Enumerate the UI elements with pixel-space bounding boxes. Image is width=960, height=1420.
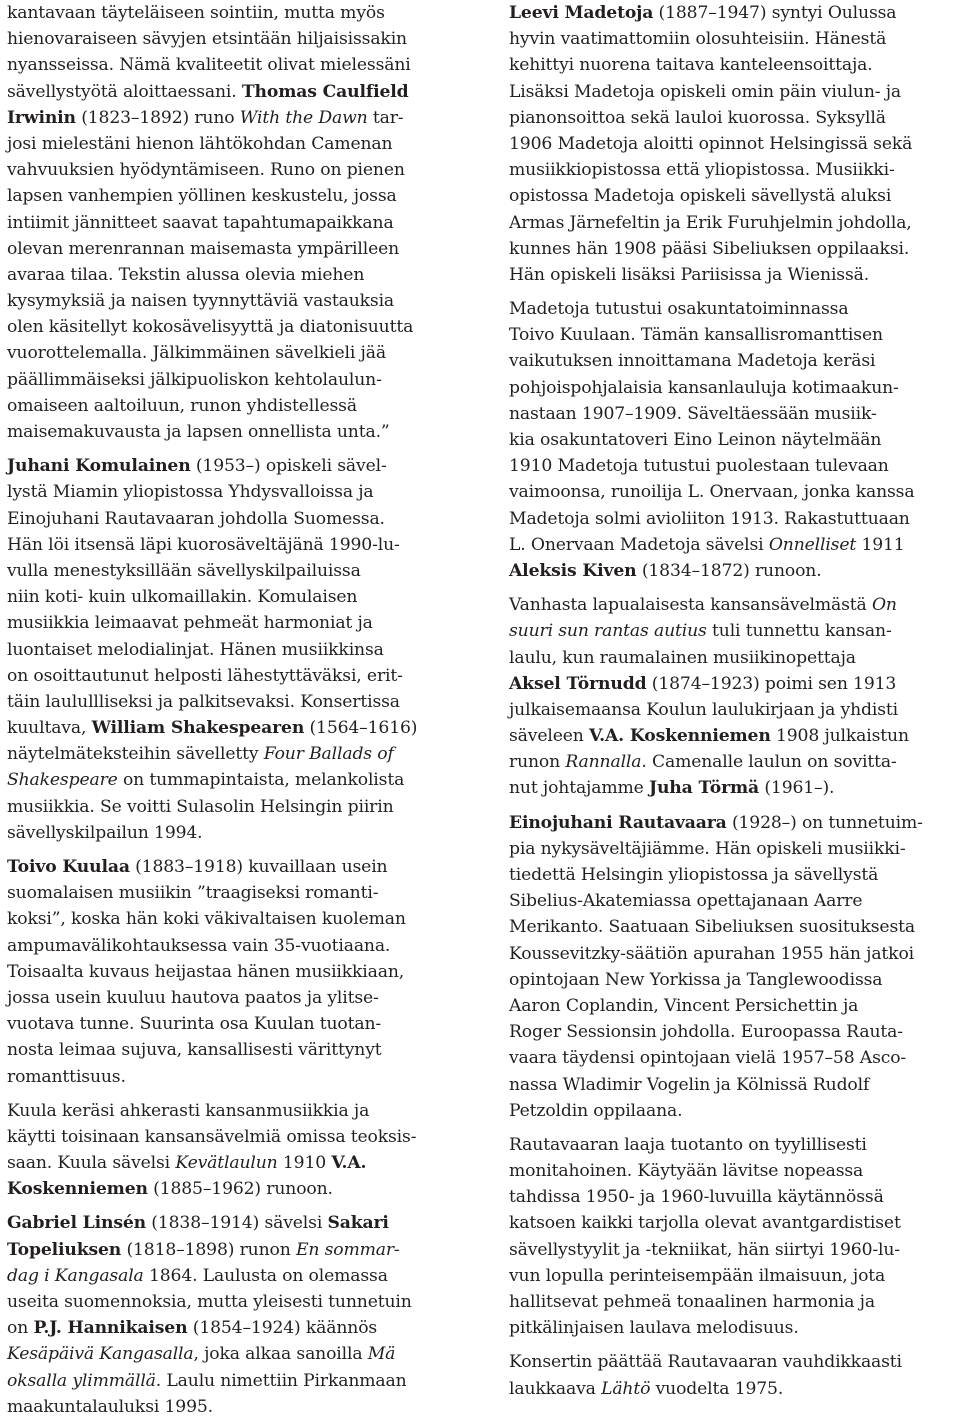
bold-name: Aksel Törnudd	[509, 673, 647, 694]
text-segment: L. Onervaan Madetoja sävelsi	[509, 534, 769, 555]
text-segment: kehittyi nuorena taitava kanteleensoittaja.	[509, 55, 873, 76]
text-line	[7, 479, 450, 505]
text-line	[7, 637, 450, 663]
text-segment: jossa usein kuuluu hautova paatos ja ylitse-	[7, 987, 379, 1008]
text-line	[7, 854, 450, 880]
text-line	[509, 1098, 952, 1124]
paragraph	[7, 1098, 450, 1203]
text-line	[509, 862, 952, 888]
text-segment: vaimoonsa, runoilija L. Onervaan, jonka kanssa	[509, 482, 915, 503]
italic-title: Lähtö	[601, 1378, 651, 1399]
text-line	[7, 532, 450, 558]
text-segment: Koussevitzky-säätiön apurahan 1955 hän jatkoi	[509, 943, 914, 964]
bold-name: Sakari	[327, 1213, 389, 1234]
text-line	[7, 340, 450, 366]
bold-name: Topeliuksen	[7, 1239, 122, 1260]
text-segment: useita suomennoksia, mutta yleisesti tunnetuin	[7, 1292, 412, 1312]
text-segment: vahvuuksien hyödyntämiseen. Runo on pienen	[7, 160, 405, 181]
paragraph	[509, 592, 952, 802]
text-segment: avaraa tilaa. Tekstin alussa olevia miehen	[7, 264, 365, 285]
text-line	[7, 610, 450, 636]
text-segment: kunnes hän 1908 pääsi Sibeliuksen oppilaaksi.	[509, 238, 910, 259]
text-line	[509, 401, 952, 427]
text-line	[7, 584, 450, 610]
text-segment: runon	[509, 752, 566, 773]
text-line	[7, 131, 450, 157]
text-line	[7, 105, 450, 131]
text-line	[509, 1349, 952, 1375]
text-segment: (1953–) opiskeli sävel-	[190, 456, 387, 477]
text-segment: kantavaan täyteläiseen sointiin, mutta myös	[7, 3, 385, 23]
italic-title: On	[871, 595, 897, 616]
text-segment: (1887–1947) syntyi Oulussa	[653, 3, 897, 23]
text-segment: , joka alkaa sanoilla	[193, 1344, 368, 1365]
text-line	[7, 689, 450, 715]
text-segment: (1838–1914) sävelsi	[145, 1213, 328, 1234]
bold-name: Einojuhani Rautavaara	[509, 812, 727, 833]
italic-title: Kesäpäivä Kangasalla	[7, 1344, 194, 1365]
text-line	[509, 697, 952, 723]
italic-title: suuri sun rantas autius	[509, 621, 707, 642]
text-line	[7, 236, 450, 262]
text-line	[509, 914, 952, 940]
text-segment: Roger Sessionsin johdolla. Euroopassa Rauta-	[509, 1022, 903, 1043]
text-segment: lystä Miamin yliopistossa Yhdysvalloissa ja	[7, 482, 374, 503]
text-line	[7, 1150, 450, 1176]
text-segment: . Laulu nimettiin Pirkanmaan	[155, 1370, 407, 1391]
paragraph	[509, 1349, 952, 1401]
paragraph	[509, 810, 952, 1124]
text-line	[509, 1263, 952, 1289]
text-segment: nyansseissa. Nämä kvaliteetit olivat mielessäni	[7, 55, 411, 76]
text-segment: Hän löi itsensä läpi kuorosäveltäjänä 1990-lu-	[7, 534, 400, 555]
text-segment: pia nykysäveltäjiämme. Hän opiskeli musiikki-	[509, 838, 906, 859]
text-segment: Armas Järnefeltin ja Erik Furuhjelmin johdolla,	[509, 212, 912, 233]
text-line	[509, 375, 952, 401]
text-line	[7, 419, 450, 445]
text-line	[7, 262, 450, 288]
text-segment: 1911	[856, 534, 905, 555]
text-segment: intiimit jännitteet saavat tapahtumapaikkana	[7, 212, 394, 233]
bold-name: Irwinin	[7, 107, 76, 128]
text-segment: opistossa Madetoja opiskeli sävellystä aluksi	[509, 186, 892, 207]
text-line	[509, 453, 952, 479]
text-line	[509, 52, 952, 78]
text-segment: saan. Kuula sävelsi	[7, 1153, 176, 1174]
text-line	[7, 880, 450, 906]
text-segment: nassa Wladimir Vogelin ja Kölnissä Rudolf	[509, 1074, 870, 1095]
text-line	[509, 723, 952, 749]
text-segment: (1818–1898) runon	[121, 1239, 296, 1260]
text-line	[7, 558, 450, 584]
text-line	[509, 1072, 952, 1098]
bold-name: Koskenniemen	[7, 1179, 148, 1200]
italic-title: With the Dawn	[239, 107, 368, 128]
text-line	[7, 1315, 450, 1341]
text-segment: lapsen vanhempien yöllinen keskustelu, jossa	[7, 186, 397, 207]
text-line	[7, 1176, 450, 1202]
text-line	[7, 367, 450, 393]
text-line	[509, 532, 952, 558]
text-segment: näytelmäteksteihin sävelletty	[7, 744, 264, 765]
text-line	[509, 506, 952, 532]
text-line	[509, 427, 952, 453]
text-segment: (1854–1924) käännös	[187, 1318, 378, 1339]
text-segment: Einojuhani Rautavaaran johdolla Suomessa.	[7, 508, 385, 529]
text-segment: Konsertin päättää Rautavaaran vauhdikkaasti	[509, 1352, 902, 1373]
text-line	[7, 52, 450, 78]
text-line	[509, 993, 952, 1019]
italic-title: En sommar-	[295, 1239, 400, 1260]
text-segment: (1883–1918) kuvaillaan usein	[129, 857, 388, 877]
text-line	[509, 296, 952, 322]
text-segment: on	[7, 1318, 34, 1339]
text-segment: 1910 Madetoja tutustui puolestaan tulevaan	[509, 456, 889, 477]
text-segment: hienovaraiseen sävyjen etsintään hiljaisissakin	[7, 29, 407, 50]
text-segment: käytti toisinaan kansansävelmiä omissa teoksis-	[7, 1126, 417, 1147]
text-segment: vuorottelemalla. Jälkimmäinen sävelkieli jää	[7, 343, 386, 364]
text-line	[7, 820, 450, 846]
text-segment: koksi”, koska hän koki väkivaltaisen kuoleman	[7, 909, 406, 930]
text-line	[509, 775, 952, 801]
text-segment: Rautavaaran laaja tuotanto on tyylillisesti	[509, 1134, 867, 1155]
text-line	[509, 671, 952, 697]
text-segment: täin laulullliseksi ja palkitsevaksi. Konsertissa	[7, 691, 400, 712]
text-segment: nut johtajamme	[509, 778, 649, 799]
text-line	[509, 1237, 952, 1263]
text-segment: romanttisuus.	[7, 1066, 126, 1087]
text-segment: sävellystyötä aloittaessani.	[7, 81, 242, 102]
text-line	[7, 210, 450, 236]
paragraph	[7, 854, 450, 1090]
text-segment: hallitsevat pehmeä tonaalinen harmonia ja	[509, 1292, 875, 1312]
text-segment: Madetoja solmi avioliiton 1913. Rakastuttuaan	[509, 508, 910, 529]
italic-title: dag i Kangasala	[7, 1265, 144, 1286]
text-segment: vaara täydensi opintojaan vielä 1957–58 Asco-	[509, 1048, 907, 1069]
text-segment: maakuntalauluksi 1995.	[7, 1396, 213, 1417]
text-segment: vulla menestyksillään sävellyskilpailuissa	[7, 560, 361, 581]
text-line	[509, 262, 952, 288]
paragraph	[509, 0, 952, 288]
text-line	[509, 1289, 952, 1315]
text-segment: sävellystyylit ja -tekniikat, hän siirtyi 1960-lu-	[509, 1239, 900, 1260]
text-segment: maisemakuvausta ja lapsen onnellista unta.”	[7, 422, 390, 442]
text-line	[509, 348, 952, 374]
text-line	[509, 645, 952, 671]
text-line	[509, 236, 952, 262]
bold-name: Leevi Madetoja	[509, 3, 654, 23]
text-line	[7, 1064, 450, 1090]
text-line	[7, 741, 450, 767]
text-segment: (1834–1872) runoon.	[636, 560, 822, 581]
italic-title: Kevätlaulun	[175, 1153, 278, 1174]
italic-title: Shakespeare	[7, 770, 118, 791]
bold-name: Gabriel Linsén	[7, 1213, 146, 1234]
paragraph	[7, 1210, 450, 1420]
text-line	[7, 288, 450, 314]
italic-title: oksalla ylimmällä	[7, 1370, 156, 1391]
text-line	[7, 1011, 450, 1037]
text-line	[509, 592, 952, 618]
text-line	[7, 79, 450, 105]
text-segment: (1961–).	[759, 778, 835, 799]
text-segment: laulu, kun raumalainen musiikinopettaja	[509, 647, 856, 668]
text-segment: nastaan 1907–1909. Säveltäessään musiik-	[509, 403, 877, 424]
text-segment: (1874–1923) poimi sen 1913	[646, 673, 897, 694]
text-segment: (1823–1892) runo	[75, 107, 240, 128]
text-segment: olevan merenrannan maisemasta ympärilleen	[7, 238, 400, 259]
left-column	[7, 0, 450, 1419]
text-segment: Toisaalta kuvaus heijastaa hänen musiikkiaan,	[7, 961, 405, 982]
text-line	[7, 453, 450, 479]
text-line	[7, 1124, 450, 1150]
text-segment: suomalaisen musiikin ”traagiseksi romanti-	[7, 883, 379, 904]
text-line	[7, 985, 450, 1011]
text-line	[509, 1210, 952, 1236]
text-line	[7, 157, 450, 183]
text-segment: Vanhasta lapualaisesta kansansävelmästä	[509, 595, 872, 616]
text-line	[509, 967, 952, 993]
text-segment: vun lopulla perinteisempään ilmaisuun, jota	[509, 1265, 886, 1286]
text-segment: musiikkiopistossa että yliopistossa. Musiikki-	[509, 160, 895, 181]
italic-title: Onnelliset	[768, 534, 857, 555]
text-segment: Madetoja tutustui osakuntatoiminnassa	[509, 299, 849, 320]
text-line	[7, 393, 450, 419]
text-segment: tiedettä Helsingin yliopistossa ja sävellystä	[509, 865, 879, 885]
italic-title: Rannalla	[565, 752, 642, 773]
text-segment: Aaron Coplandin, Vincent Persichettin ja	[509, 995, 859, 1016]
text-line	[509, 1132, 952, 1158]
text-line	[509, 183, 952, 209]
text-segment: Kuula keräsi ahkerasti kansanmusiikkia ja	[7, 1100, 370, 1121]
text-line	[7, 314, 450, 340]
text-segment: Hän opiskeli lisäksi Pariisissa ja Wienissä.	[509, 264, 870, 285]
text-segment: on osoittautunut helposti lähestyttäväksi, erit-	[7, 665, 403, 686]
text-line	[7, 767, 450, 793]
bold-name: V.A.	[331, 1153, 367, 1174]
italic-title: Four Ballads of	[263, 744, 394, 765]
bold-name: Juha Törmä	[648, 778, 760, 799]
text-segment: päällimmäiseksi jälkipuoliskon kehtolaulun-	[7, 369, 382, 390]
text-line	[509, 479, 952, 505]
text-line	[509, 558, 952, 584]
text-segment: 1864. Laulusta on olemassa	[143, 1265, 388, 1286]
text-line	[509, 836, 952, 862]
text-line	[7, 506, 450, 532]
bold-name: Aleksis Kiven	[509, 560, 637, 581]
text-segment: pohjoispohjalaisia kansanlauluja kotimaakun-	[509, 377, 899, 398]
text-line	[509, 157, 952, 183]
text-segment: (1564–1616)	[304, 718, 418, 739]
bold-name: V.A. Koskenniemen	[588, 726, 771, 747]
text-line	[509, 1184, 952, 1210]
text-line	[7, 183, 450, 209]
text-line	[509, 105, 952, 131]
text-line	[7, 26, 450, 52]
text-segment: Toivo Kuulaan. Tämän kansallisromanttisen	[509, 325, 883, 346]
text-segment: 1910	[277, 1153, 332, 1174]
text-segment: sävellyskilpailun 1994.	[7, 822, 203, 843]
text-line	[509, 0, 952, 26]
text-segment: hyvin vaatimattomiin olosuhteisiin. Hänestä	[509, 29, 887, 50]
italic-title: Mä	[367, 1344, 396, 1365]
text-segment: josi mielestäni hienon lähtökohdan Camenan	[7, 133, 393, 154]
text-line	[7, 1098, 450, 1124]
text-segment: tar-	[367, 107, 404, 128]
text-segment: musiikkia. Se voitti Sulasolin Helsingin piirin	[7, 796, 394, 817]
text-segment: kia osakuntatoveri Eino Leinon näytelmään	[509, 430, 882, 450]
text-line	[7, 1037, 450, 1063]
text-segment: katsoen kaikki tarjolla olevat avantgardistiset	[509, 1213, 901, 1234]
bold-name: P.J. Hannikaisen	[33, 1318, 188, 1339]
paragraph	[509, 296, 952, 584]
text-segment: kuultava,	[7, 718, 92, 739]
text-segment: vaikutuksen innoittamana Madetoja keräsi	[509, 351, 876, 372]
text-line	[7, 663, 450, 689]
text-segment: 1906 Madetoja aloitti opinnot Helsingissä sekä	[509, 133, 913, 154]
text-segment: monitahoinen. Käytyään lävitse nopeassa	[509, 1161, 864, 1182]
text-segment: Merikanto. Saatuaan Sibeliuksen suosituksesta	[509, 917, 915, 938]
paragraph	[7, 453, 450, 846]
bold-name: William Shakespearen	[91, 718, 305, 739]
text-segment: luontaiset melodialinjat. Hänen musiikkinsa	[7, 639, 384, 660]
paragraph	[509, 1132, 952, 1342]
text-line	[509, 810, 952, 836]
bold-name: Thomas Caulfield	[241, 81, 409, 102]
text-segment: musiikkia leimaavat pehmeät harmoniat ja	[7, 613, 373, 634]
text-line	[7, 1368, 450, 1394]
text-segment: . Camenalle laulun on sovitta-	[641, 752, 897, 773]
text-line	[509, 1158, 952, 1184]
text-segment: opintojaan New Yorkissa ja Tanglewoodissa	[509, 969, 883, 990]
text-line	[509, 941, 952, 967]
text-segment: (1885–1962) runoon.	[147, 1179, 333, 1200]
text-line	[509, 1045, 952, 1071]
text-segment: vuodelta 1975.	[650, 1378, 784, 1399]
text-line	[7, 0, 450, 26]
text-line	[509, 131, 952, 157]
text-line	[7, 715, 450, 741]
text-line	[7, 933, 450, 959]
text-line	[7, 1341, 450, 1367]
text-segment: pianonsoittoa sekä lauloi kuorossa. Syksyllä	[509, 107, 886, 128]
text-line	[509, 322, 952, 348]
text-line	[7, 959, 450, 985]
text-line	[509, 749, 952, 775]
text-segment: tahdissa 1950- ja 1960-luvuilla käytännössä	[509, 1187, 884, 1208]
text-segment: Sibelius-Akatemiassa opettajanaan Aarre	[509, 891, 863, 912]
text-segment: (1928–) on tunnetuim-	[726, 812, 923, 833]
text-line	[509, 1019, 952, 1045]
text-segment: on tummapintaista, melankolista	[117, 770, 405, 791]
text-line	[509, 1315, 952, 1341]
text-line	[509, 618, 952, 644]
text-line	[7, 1394, 450, 1420]
text-segment: Lisäksi Madetoja opiskeli omin päin viulun- ja	[509, 81, 902, 102]
text-line	[7, 1237, 450, 1263]
text-line	[509, 888, 952, 914]
text-segment: olen käsitellyt kokosävelisyyttä ja diatonisuutta	[7, 317, 414, 338]
text-segment: julkaisemaansa Koulun laulukirjaan ja yhdisti	[509, 699, 898, 720]
bold-name: Toivo Kuulaa	[7, 857, 130, 877]
text-segment: tuli tunnettu kansan-	[706, 621, 892, 642]
text-segment: laukkaava	[509, 1378, 602, 1399]
text-line	[7, 1263, 450, 1289]
text-segment: niin koti- kuin ulkomaillakin. Komulaisen	[7, 587, 358, 608]
text-line	[509, 210, 952, 236]
text-segment: säveleen	[509, 726, 589, 747]
text-segment: 1908 julkaistun	[770, 726, 909, 747]
text-line	[509, 1376, 952, 1402]
paragraph	[7, 0, 450, 445]
text-line	[7, 906, 450, 932]
bold-name: Juhani Komulainen	[7, 456, 191, 477]
text-line	[7, 794, 450, 820]
text-segment: omaiseen aaltoiluun, runon yhdistellessä	[7, 395, 357, 416]
text-segment: Petzoldin oppilaana.	[509, 1100, 683, 1121]
text-line	[7, 1289, 450, 1315]
text-segment: kysymyksiä ja naisen tyynnyttäviä vastauksia	[7, 291, 395, 312]
text-line	[7, 1210, 450, 1236]
text-line	[509, 79, 952, 105]
right-column	[509, 0, 952, 1419]
text-segment: nosta leimaa sujuva, kansallisesti värittynyt	[7, 1040, 382, 1061]
text-line	[509, 26, 952, 52]
text-segment: pitkälinjaisen laulava melodisuus.	[509, 1318, 799, 1339]
text-segment: vuotava tunne. Suurinta osa Kuulan tuotan-	[7, 1014, 382, 1035]
text-segment: ampumavälikohtauksessa vain 35-vuotiaana.	[7, 935, 391, 956]
